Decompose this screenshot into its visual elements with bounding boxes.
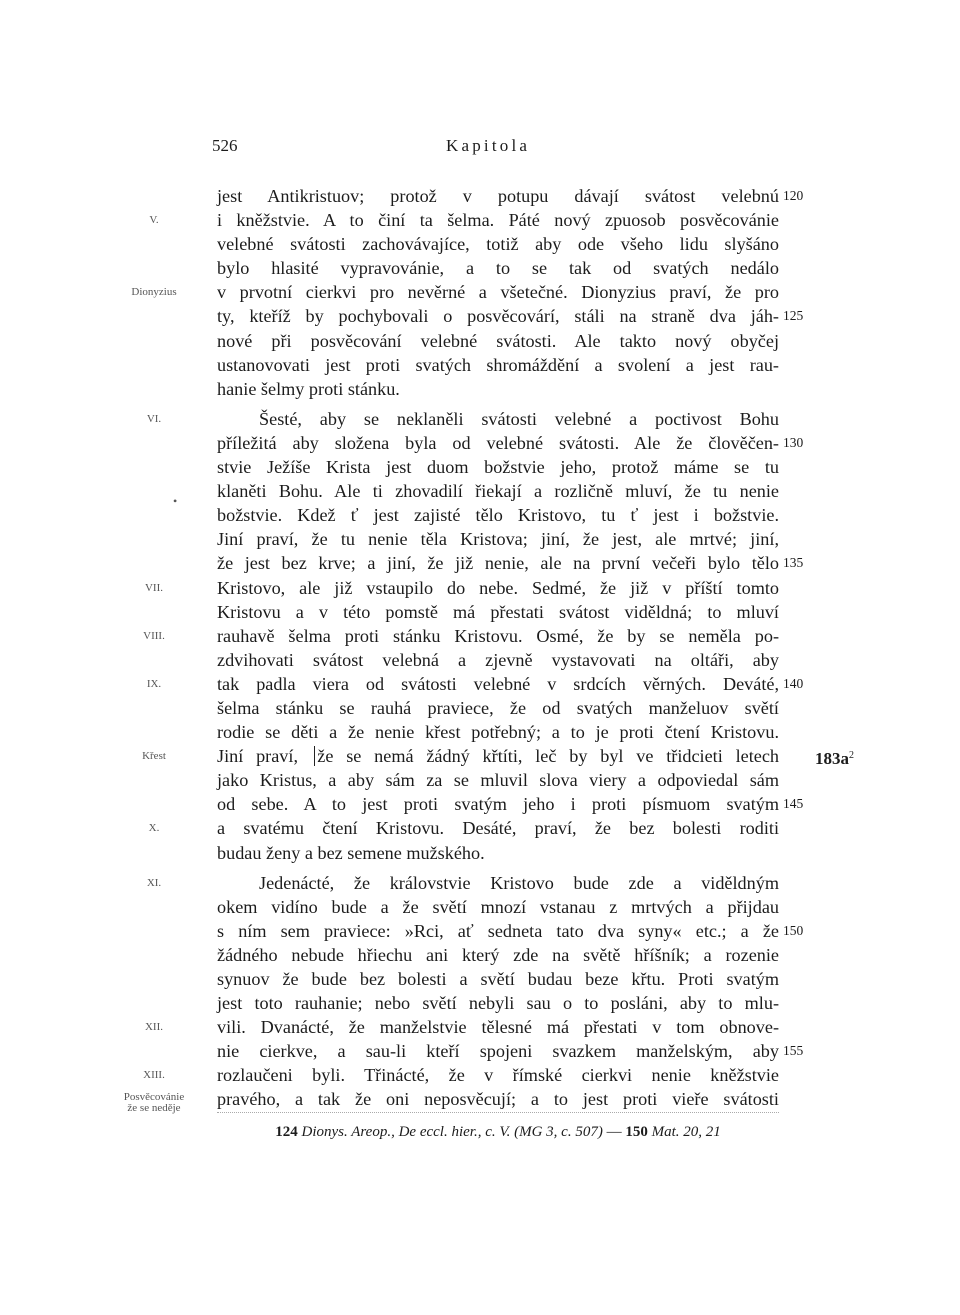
footnote (217, 1124, 779, 1141)
text-line (0, 1015, 960, 1039)
text-line (0, 280, 960, 304)
margin-note: VIII. (143, 629, 165, 642)
text-line (0, 696, 960, 720)
page-header (0, 136, 960, 164)
margin-note: V. (149, 214, 159, 227)
text-line (0, 503, 960, 527)
line-text: stvie Ježíše Krista jest duom božstvie jeho, protož máme se tu (217, 457, 779, 478)
line-text: i kněžstvie. A to činí ta šelma. Páté nový zpuosob posvěcovánie (217, 210, 779, 231)
margin-note: Křest (142, 750, 166, 763)
margin-note: IX. (146, 677, 162, 690)
text-line (0, 895, 960, 919)
line-text: Jedenácté, že královstvie Kristovo bude zde a viděldným (259, 872, 779, 893)
line-text: budau ženy a bez semene mužského. (217, 842, 485, 863)
text-line (0, 479, 960, 503)
text-line (0, 967, 960, 991)
text-line (0, 871, 960, 895)
line-number: 150 (783, 922, 804, 938)
line-text: vili. Dvanácté, že manželstvie tělesné má přestati v tom obnove- (217, 1017, 779, 1038)
line-text: hanie šelmy proti stánku. (217, 378, 400, 399)
folio-reference: $183a^2$ (815, 749, 854, 769)
line-number: 120 (783, 188, 804, 203)
line-text: tak padla viera od svátosti velebné v srdcích věrných. Deváté, (217, 673, 779, 694)
page-number: 526 (212, 136, 238, 155)
text-line (0, 353, 960, 377)
footnote-citation-1: Dionys. Areop., De eccl. hier., c. V. (MG 3, c. 507) (301, 1124, 603, 1140)
line-text: příležitá aby složena byla od velebné svátosti. Ale že člověčen- (217, 432, 779, 453)
line-text: v prvotní cierkvi pro nevěrné a všetečné. Dionyzius praví, že pro (217, 282, 779, 303)
text-line (0, 455, 960, 479)
line-text: klaněti Bohu. Ale ti zhovadilí řiekají a rozličně mluví, že tu nenie (217, 481, 779, 502)
line-text: rodie se děti a že nenie křest potřebný; a to je proti čtení Kristovu. (217, 722, 779, 743)
line-text: Jiní praví, že tu nenie těla Kristova; jiní, že jest, ale mrtvé; jiní, (217, 529, 779, 550)
line-text: bylo hlasité vypravovánie, a to se tak od svatých nedálo (217, 258, 779, 279)
text-line (0, 407, 960, 431)
line-text: okem vidíno bude a že světí mnozí vstanau z mrtvých a přijdau (217, 896, 779, 917)
line-text: pravého, a tak že oni neposvěcují; a to jest proti vieře svátosti (217, 1089, 779, 1110)
line-text: žádného nebude hřiechu ani který zde na světě hříšník; a rozenie (217, 944, 779, 965)
line-text: jest toto rauhanie; nebo světí nebyli sau o to posláni, aby to mlu- (217, 993, 779, 1014)
footnote-citation-2: Mat. 20, 21 (651, 1124, 721, 1140)
line-number: 130 (783, 434, 804, 450)
text-line (0, 184, 960, 208)
text-line (0, 792, 960, 816)
line-text: Jiní praví, že se nemá žádný křtíti, leč by byl ve třidcieti letech (217, 746, 779, 767)
text-line (0, 600, 960, 624)
line-text: synuov že bude bez bolesti a světí budau beze křtu. Proti svatým (217, 969, 779, 989)
footnote-dash: — (606, 1124, 622, 1140)
text-line (0, 768, 960, 792)
line-text: nové při posvěcování velebné svátosti. Ale takto nový obyčej (217, 330, 779, 351)
line-text: že jest bez krve; a jiní, že již nenie, ale na první večeři bylo tělo (217, 553, 779, 574)
text-line (0, 991, 960, 1015)
text-line (0, 1087, 960, 1115)
line-text: od sebe. A to jest proti svatým jeho i proti písmuom svatým (217, 794, 779, 815)
text-line (0, 208, 960, 232)
line-text: ustanovovati jest proti svatých shromáždění a svolení a jest rau- (217, 354, 779, 375)
running-title: Kapitola (446, 136, 531, 155)
margin-note: Posvěcovánie že se neděje (123, 1091, 185, 1115)
margin-note: X. (148, 822, 160, 835)
text-line (0, 576, 960, 600)
text-line (0, 816, 960, 840)
margin-note: VII. (144, 581, 164, 594)
footnote-line-ref-1: 124 (275, 1124, 298, 1140)
margin-note: Dionyzius (131, 286, 177, 299)
text-line (0, 841, 960, 865)
text-line (0, 527, 960, 551)
text-line (0, 720, 960, 744)
line-text: šelma stánku se rauhá praviece, že od svatých manželuov světí (217, 697, 779, 718)
text-line (0, 624, 960, 648)
text-line (0, 551, 960, 575)
line-text: nie cierkve, a sau-li kteří spojeni svazkem manželským, aby (217, 1041, 779, 1062)
line-text: rauhavě šelma proti stánku Kristovu. Osmé, že by se neměla po- (217, 625, 779, 646)
line-text: božstvie. Kdež ť jest zajisté tělo Kristovo, tu ť jest i božstvie. (217, 505, 779, 526)
text-line (0, 329, 960, 353)
margin-note: VI. (146, 412, 162, 425)
line-text: velebné svátosti zachovávajíce, totiž aby ode všeho lidu slyšáno (217, 234, 779, 255)
line-text: Kristovo, ale již vstaupilo do nebe. Sedmé, že již v příští tomto (217, 577, 779, 598)
text-line (0, 744, 960, 768)
line-text: jest Antikristuov; protož v potupu dávají svátost velebnú (217, 186, 779, 206)
footnote-line-ref-2: 150 (625, 1124, 648, 1140)
line-text: Šesté, aby se neklaněli svátosti velebné a poctivost Bohu (259, 408, 779, 429)
line-number: 125 (783, 308, 804, 324)
text-line (0, 1063, 960, 1087)
folio-break-mark (314, 746, 316, 766)
text-line (0, 232, 960, 256)
line-text: s ním sem praviece: »Rci, ať sedneta tato dva syny« etc.; a že (217, 920, 779, 941)
margin-note: XIII. (143, 1069, 165, 1082)
line-text: rozlaučeni byli. Třinácté, že v římské cierkvi nenie kněžstvie (217, 1065, 779, 1086)
line-number: 145 (783, 796, 804, 812)
margin-note: XI. (146, 876, 162, 889)
text-line (0, 672, 960, 696)
footnote-rule (217, 1112, 779, 1113)
text-line (0, 431, 960, 455)
text-line (0, 1039, 960, 1063)
margin-note: XII. (144, 1021, 164, 1034)
text-line (0, 919, 960, 943)
line-number: 135 (783, 555, 804, 571)
text-line (0, 648, 960, 672)
text-line (0, 377, 960, 401)
stray-dot: • (173, 494, 178, 508)
line-text: Kristovu a v této pomstě má přestati svátost viděldná; to mluví (217, 601, 779, 622)
line-number: 155 (783, 1043, 804, 1059)
text-line (0, 256, 960, 280)
line-text: zdvihovati svátost velebná a zjevně vystavovati na oltáři, aby (217, 649, 779, 670)
main-text (0, 184, 960, 1115)
text-line (0, 304, 960, 328)
line-text: a svatému čtení Kristovu. Desáté, praví, že bez bolesti roditi (217, 818, 779, 839)
line-text: ty, kteříž by pochybovali o posvěcovárí, stáli na straně dva jáh- (217, 306, 779, 327)
line-text: jako Kristus, a aby sám za se mluvil slova viery a odpoviedal sám (217, 770, 779, 791)
text-line (0, 943, 960, 967)
line-number: 140 (783, 675, 804, 691)
